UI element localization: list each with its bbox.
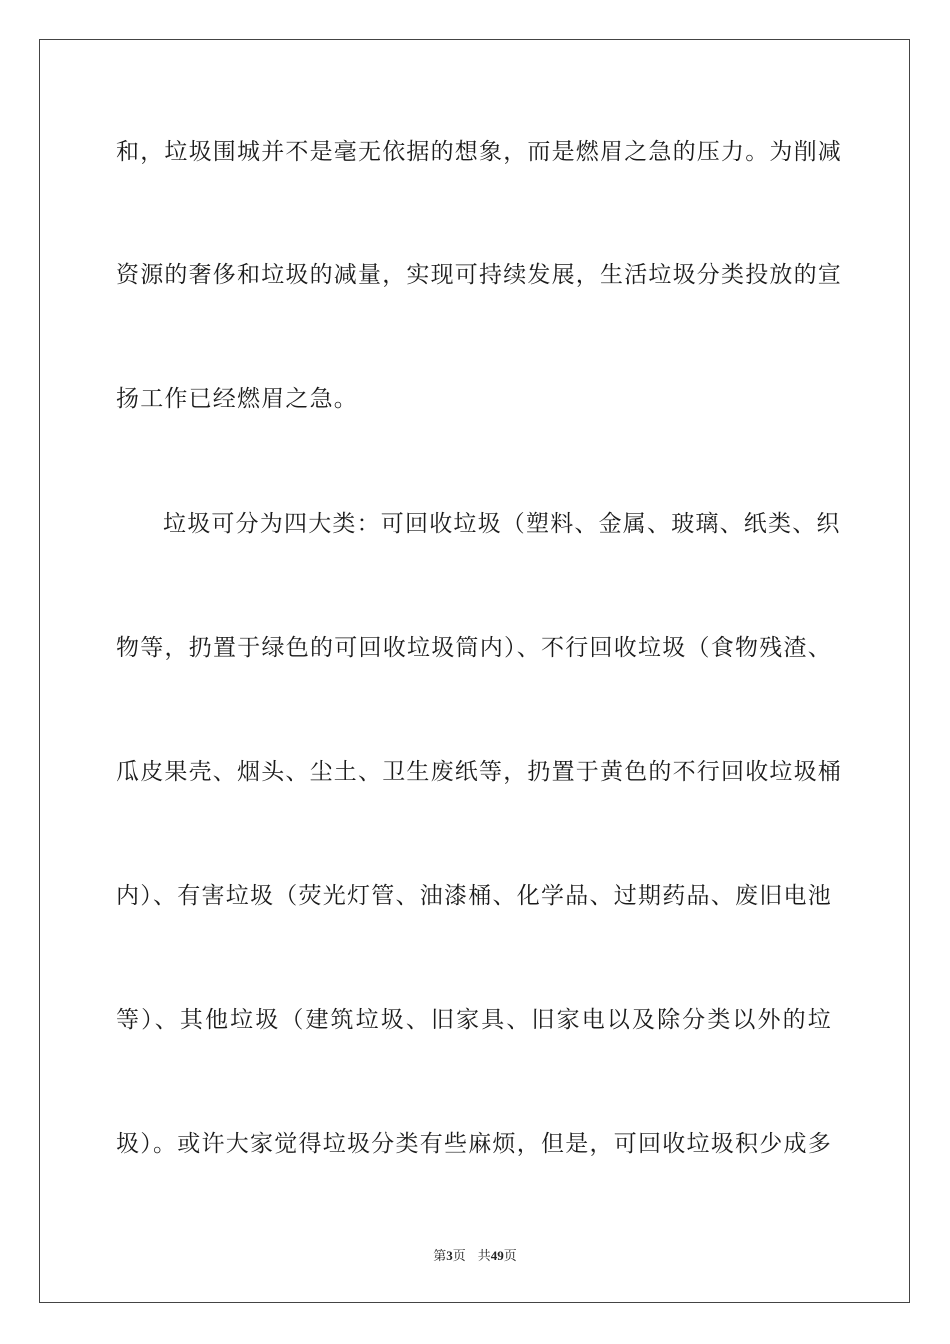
footer-total-suffix: 页 (503, 1248, 517, 1263)
body-line-7: 内）、有害垃圾（荧光灯管、油漆桶、化学品、过期药品、废旧电池 (116, 883, 832, 909)
body-line-5: 物等，扔置于绿色的可回收垃圾筒内）、不行回收垃圾（食物残渣、 (116, 635, 832, 661)
body-line-8: 等）、其他垃圾（建筑垃圾、旧家具、旧家电以及除分类以外的垃 (116, 1007, 832, 1033)
footer-page-suffix: 页 (452, 1248, 466, 1263)
footer-total-pages: 49 (490, 1248, 504, 1263)
body-line-3: 扬工作已经燃眉之急。 (116, 386, 358, 412)
body-line-1: 和，垃圾围城并不是毫无依据的想象，而是燃眉之急的压力。为削减 (116, 139, 842, 165)
body-line-2: 资源的奢侈和垃圾的减量，实现可持续发展，生活垃圾分类投放的宣 (116, 262, 842, 288)
page-footer (0, 1245, 950, 1264)
page-border (39, 39, 910, 1303)
body-line-9: 圾）。或许大家觉得垃圾分类有些麻烦，但是，可回收垃圾积少成多 (116, 1131, 832, 1157)
footer-total-prefix: 共 (477, 1248, 491, 1263)
body-line-4: 垃圾可分为四大类：可回收垃圾（塑料、金属、玻璃、纸类、织 (163, 511, 841, 537)
footer-page-prefix: 第 (433, 1248, 447, 1263)
body-line-6: 瓜皮果壳、烟头、尘土、卫生废纸等，扔置于黄色的不行回收垃圾桶 (116, 759, 842, 785)
footer-page-number: 3 (446, 1248, 453, 1263)
